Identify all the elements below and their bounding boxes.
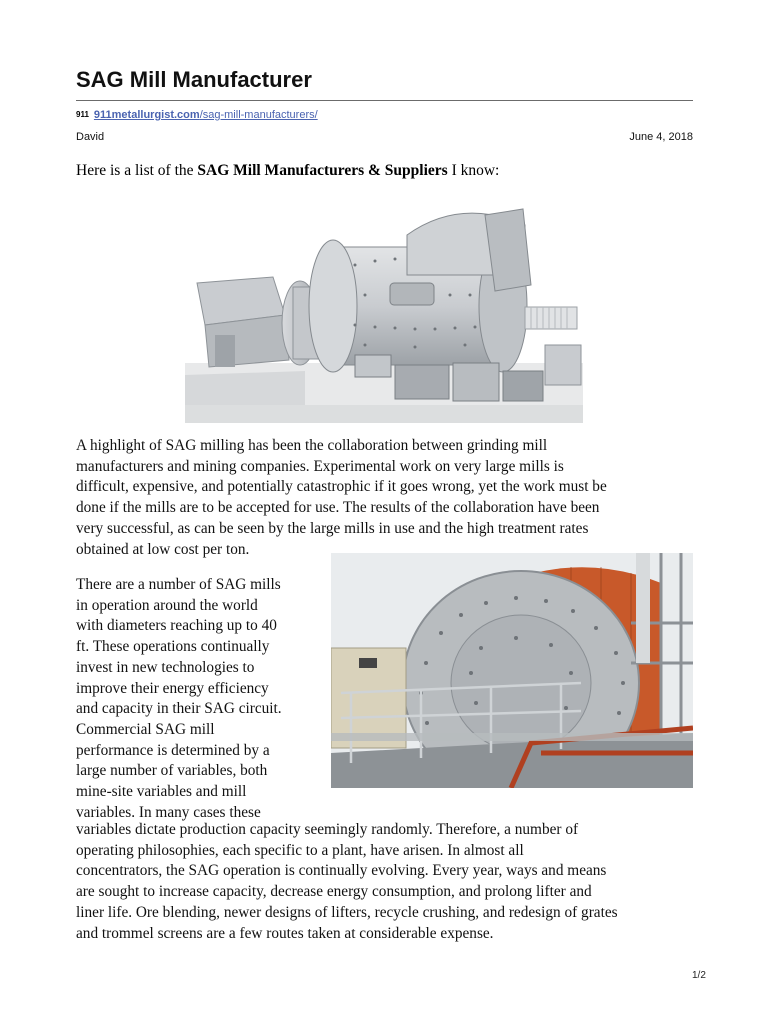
sag-mill-render-image	[185, 195, 583, 423]
text-line: done if the mills are to be accepted for use. The results of the collaboration have been	[76, 499, 600, 517]
intro-bold: SAG Mill Manufacturers & Suppliers	[197, 162, 448, 179]
text-line: and capacity in their SAG circuit.	[76, 700, 282, 718]
text-line: operating philosophies, each specific to a plant, have arisen. In almost all	[76, 841, 524, 859]
text-line: ft. These operations continually	[76, 638, 270, 656]
text-line: and trommel screens are a few routes taken at considerable expense.	[76, 924, 494, 942]
page-number: 1/2	[692, 970, 706, 981]
text-line: liner life. Ore blending, newer designs of lifters, recycle crushing, and redesign of grates	[76, 903, 618, 921]
title-divider	[76, 100, 693, 101]
text-line: manufacturers and mining companies. Experimental work on very large mills is	[76, 457, 564, 475]
paragraph-collaboration	[76, 436, 698, 560]
source-link-path[interactable]: /sag-mill-manufacturers/	[199, 109, 318, 121]
text-line: concentrators, the SAG operation is continually evolving. Every year, ways and means	[76, 862, 607, 880]
text-line: with diameters reaching up to 40	[76, 617, 277, 635]
text-line: very successful, as can be seen by the large mills in use and the high treatment rates	[76, 519, 589, 537]
intro-after: I know:	[447, 162, 500, 179]
text-line: A highlight of SAG milling has been the collaboration between grinding mill	[76, 437, 548, 454]
text-line: large number of variables, both	[76, 762, 268, 780]
text-line: variables. In many cases these	[76, 803, 261, 821]
text-line: difficult, expensive, and potentially catastrophic if it goes wrong, yet the work must be	[76, 478, 607, 496]
text-line: improve their energy efficiency	[76, 679, 269, 697]
text-line: in operation around the world	[76, 596, 258, 614]
intro-sentence	[76, 161, 499, 181]
text-line: There are a number of SAG mills	[76, 576, 281, 593]
paragraph-operations-full	[76, 820, 698, 944]
text-line: variables dictate production capacity seemingly randomly. Therefore, a number of	[76, 821, 579, 838]
page-title: SAG Mill Manufacturer	[76, 67, 312, 92]
text-line: Commercial SAG mill	[76, 720, 215, 738]
author: David	[76, 131, 105, 143]
site-logo: 911	[76, 110, 89, 119]
byline	[76, 130, 693, 144]
text-line: are sought to increase capacity, decrease energy consumption, and prolong lifter and	[76, 883, 592, 901]
paragraph-operations-narrow	[76, 575, 326, 823]
text-line: invest in new technologies to	[76, 658, 255, 676]
source-link-domain[interactable]: 911metallurgist.com	[93, 109, 200, 121]
text-line: obtained at low cost per ton.	[76, 540, 250, 558]
text-line: performance is determined by a	[76, 741, 270, 759]
source-line	[76, 108, 318, 122]
intro-before: Here is a list of the	[76, 162, 198, 179]
text-line: mine-site variables and mill	[76, 783, 247, 801]
sag-mill-site-photo	[331, 553, 693, 788]
publish-date: June 4, 2018	[629, 131, 693, 143]
